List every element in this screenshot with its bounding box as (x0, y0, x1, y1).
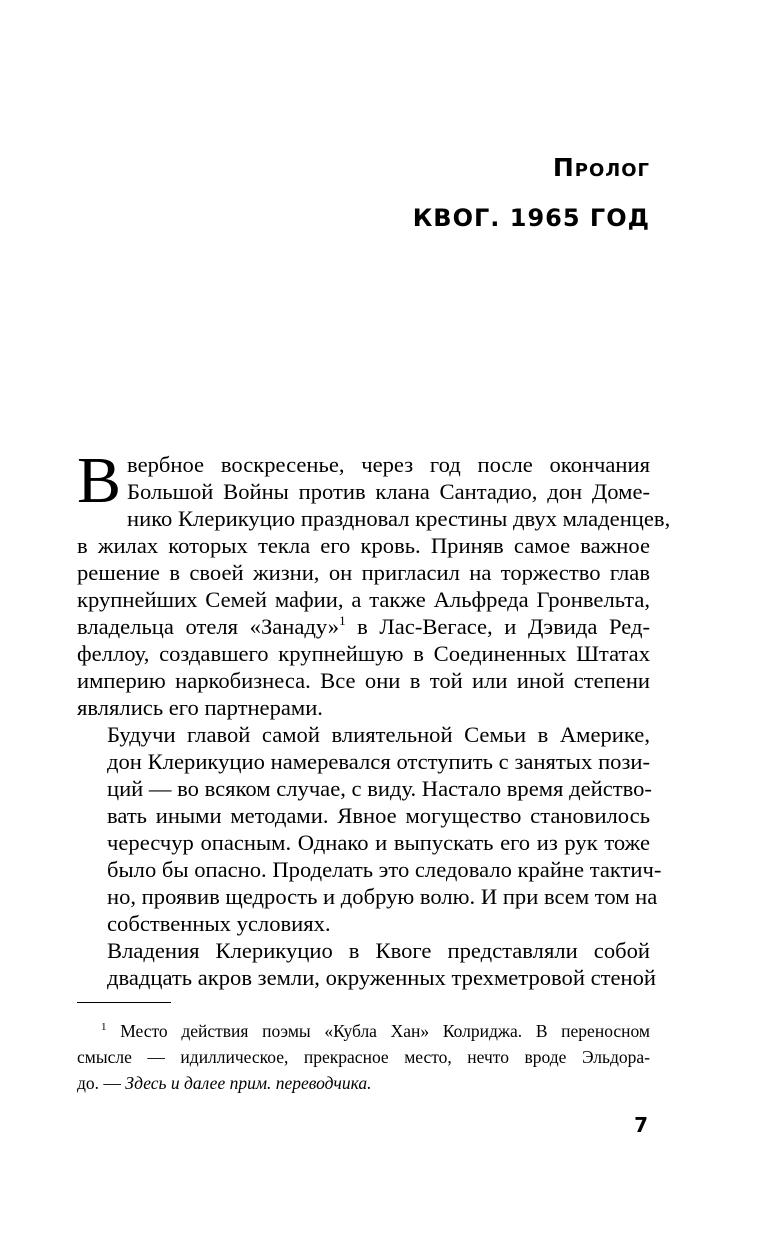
footnote (77, 1018, 650, 1096)
text-line: империю наркобизнеса. Все они в той или иной степени (77, 668, 650, 693)
text-fragment: владельца отеля «Занаду» (77, 614, 340, 639)
text-line: Владения Клерикуцио в Квоге представляли собой (107, 938, 650, 963)
text-line: вербное воскресенье, через год после окончания (127, 452, 650, 477)
text-line: двадцать акров земли, окруженных трехметровой стеной (107, 965, 657, 990)
body-text (77, 444, 671, 991)
text-line: ций — во всяком случае, с виду. Настало время действо- (107, 776, 652, 801)
page-number: 7 (634, 1113, 648, 1137)
chapter-place-heading: КВОГ. 1965 ГОД (412, 204, 650, 232)
text-fragment: в Лас-Вегасе, и Дэвида Ред- (357, 614, 650, 639)
footnote-line (77, 1018, 650, 1044)
footnote-text: Место действия поэмы «Кубла Хан» Колриджа. В переносном (120, 1021, 651, 1041)
chapter-label: Пролог (552, 153, 650, 182)
footnote-divider (77, 1002, 171, 1003)
text-line: являлись его партнерами. (77, 695, 323, 720)
text-line: Будучи главой самой влиятельной Семьи в Америке, (107, 722, 650, 747)
text-line: дон Клерикуцио намеревался отступить с занятых пози- (107, 749, 650, 774)
drop-cap: В (77, 444, 122, 517)
text-line: в жилах которых текла его кровь. Приняв самое важное (77, 533, 650, 558)
text-line: вать иными методами. Явное могущество становилось (107, 803, 650, 828)
footnote-line: смысле — идиллическое, прекрасное место, нечто вроде Эльдора- (77, 1047, 650, 1067)
footnote-reference[interactable]: 1 (339, 613, 346, 628)
text-line: Большой Войны против клана Сантадио, дон Доме- (127, 479, 650, 504)
text-line: чересчур опасным. Однако и выпускать его из рук тоже (107, 830, 650, 855)
footnote-number: 1 (101, 1021, 107, 1033)
text-line: феллоу, создавшего крупнейшую в Соединенных Штатах (77, 641, 650, 666)
text-line: решение в своей жизни, он пригласил на торжество глав (77, 560, 650, 585)
text-line: но, проявив щедрость и добрую волю. И при всем том на (107, 884, 658, 909)
paragraph-1 (77, 444, 671, 721)
paragraph-2 (77, 721, 662, 937)
text-line: крупнейших Семей мафии, а также Альфреда Гронвельта, (77, 587, 650, 612)
text-line: нико Клерикуцио праздновал крестины двух младенцев, (127, 506, 671, 531)
text-line: собственных условиях. (107, 911, 331, 936)
footnote-translator-note: Здесь и далее прим. переводчика. (125, 1073, 372, 1093)
footnote-text: до. — (77, 1073, 126, 1093)
text-line-with-footnote (77, 613, 650, 640)
footnote-line (77, 1070, 650, 1096)
text-line: было бы опасно. Проделать это следовало крайне тактич- (107, 857, 662, 882)
paragraph-3 (77, 937, 657, 991)
